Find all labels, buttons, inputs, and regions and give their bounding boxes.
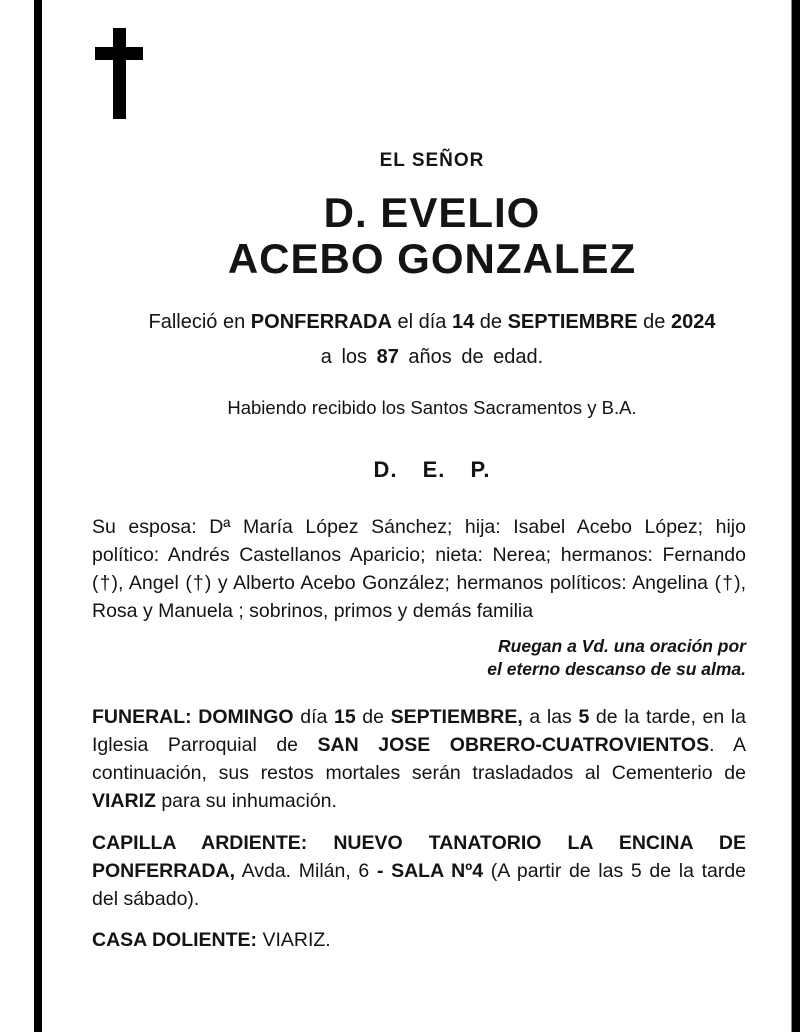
funeral-paragraph: FUNERAL: DOMINGO día 15 de SEPTIEMBRE, a las 5 de la tarde, en la Iglesia Parroquial de SAN JOSE OBRERO-CUATROVIENTOS. A continuación, sus restos mortales serán trasladados al Cementerio de VIARIZ para su inhumación.	[92, 706, 746, 812]
age-line: a los 87 años de edad.	[320, 346, 544, 368]
salutation: EL SEÑOR	[379, 150, 485, 171]
sacraments-line: Habiendo recibido los Santos Sacramentos y B.A.	[227, 397, 637, 418]
deceased-name-line1: D. EVELIO	[323, 189, 541, 236]
prayer-note	[92, 635, 746, 681]
left-border-bar	[34, 0, 42, 1032]
obituary-content	[92, 0, 746, 954]
family-paragraph: Su esposa: Dª María López Sánchez; hija: Isabel Acebo López; hijo político: Andrés Castellanos Aparicio; nieta: Nerea; hermanos: Fernando (†), Angel (†) y Alberto Acebo González; hermanos políticos: Angelina (†), Rosa y Manuela ; sobrinos, primos y demás familia	[92, 516, 746, 622]
death-date-line: Falleció en PONFERRADA el día 14 de SEPTIEMBRE de 2024	[148, 311, 716, 333]
mourning-house-line: CASA DOLIENTE: VIARIZ.	[92, 929, 331, 951]
obituary-header	[118, 150, 746, 483]
deceased-name	[118, 190, 746, 282]
prayer-line2: el eterno descanso de su alma.	[487, 659, 746, 679]
chapel-paragraph: CAPILLA ARDIENTE: NUEVO TANATORIO LA ENCINA DE PONFERRADA, Avda. Milán, 6 - SALA Nº4 (A partir de las 5 de la tarde del sábado).	[92, 832, 747, 910]
deceased-name-line2: ACEBO GONZALEZ	[227, 235, 637, 282]
rip-abbreviation: D. E. P.	[373, 457, 491, 482]
right-border-bar	[791, 0, 800, 1032]
prayer-line1: Ruegan a Vd. una oración por	[498, 636, 746, 656]
